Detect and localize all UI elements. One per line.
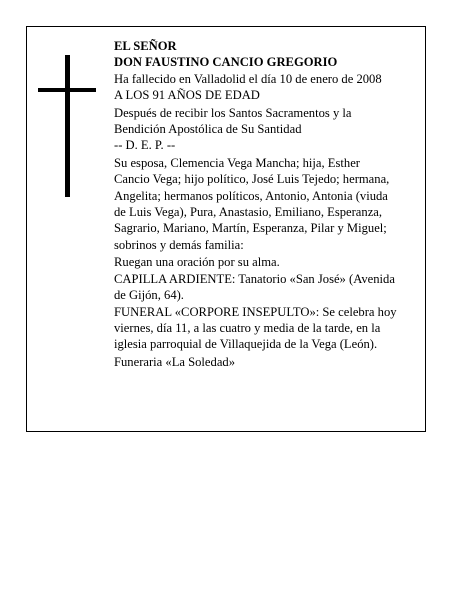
sacraments-line: Bendición Apostólica de Su Santidad xyxy=(114,122,302,137)
sacraments-line: Después de recibir los Santos Sacramentos y la xyxy=(114,105,352,120)
age-line: A LOS 91 AÑOS DE EDAD xyxy=(114,88,260,103)
cross-icon xyxy=(38,55,96,197)
family-line: Su esposa, Clemencia Vega Mancha; hija, Esther xyxy=(114,155,360,170)
obituary-text xyxy=(114,38,426,370)
family-line: Cancio Vega; hijo político, José Luis Tejedo; hermana, xyxy=(114,172,390,187)
title-line: EL SEÑOR xyxy=(114,39,177,53)
funeral-home-line: Funeraria «La Soledad» xyxy=(114,354,235,369)
cross-horizontal-bar xyxy=(38,88,96,92)
death-statement: Ha fallecido en Valladolid el día 10 de enero de 2008 xyxy=(114,71,382,86)
funeral-line: iglesia parroquial de Villaquejida de la Vega (León). xyxy=(114,337,378,352)
cross-vertical-bar xyxy=(65,55,70,197)
chapel-line: CAPILLA ARDIENTE: Tanatorio «San José» (Avenida xyxy=(114,271,395,286)
chapel-line: de Gijón, 64). xyxy=(114,288,184,303)
family-line: sobrinos y demás familia: xyxy=(114,237,244,252)
prayer-line: Ruegan una oración por su alma. xyxy=(114,255,280,270)
family-line: de Luis Vega), Pura, Anastasio, Emiliano, Esperanza, xyxy=(114,205,383,220)
deceased-name: DON FAUSTINO CANCIO GREGORIO xyxy=(114,55,338,70)
family-line: Angelita; hermanos políticos, Antonio, Antonia (viuda xyxy=(114,188,388,203)
funeral-line: FUNERAL «CORPORE INSEPULTO»: Se celebra hoy xyxy=(114,304,397,319)
funeral-line: viernes, día 11, a las cuatro y media de la tarde, en la xyxy=(114,320,381,335)
rip-line: -- D. E. P. -- xyxy=(114,138,176,153)
family-line: Sagrario, Mariano, Martín, Esperanza, Pilar y Miguel; xyxy=(114,221,387,236)
